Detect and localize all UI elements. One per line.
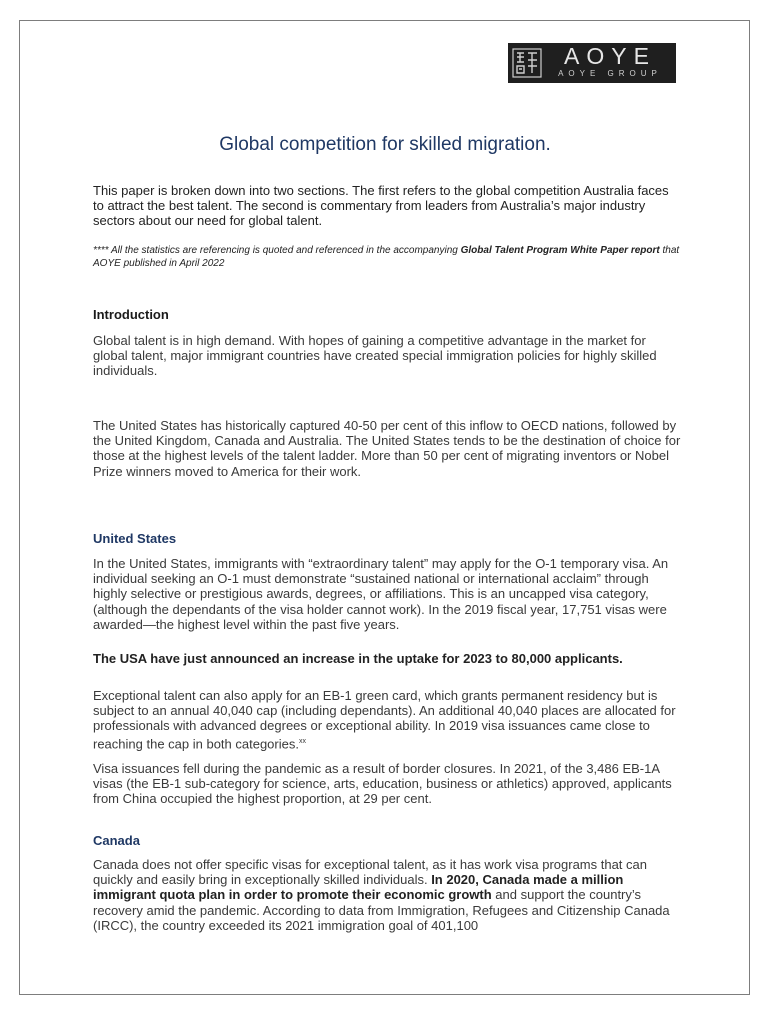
footnote-marker: xx — [298, 737, 306, 745]
logo-name: AOYE — [564, 43, 656, 69]
united-states-announcement: The USA have just announced an increase in the uptake for 2023 to 80,000 applicants. — [93, 651, 623, 666]
united-states-paragraph-1: In the United States, immigrants with “extraordinary talent” may apply for the O-1 temporary visa. An individual seeking an O-1 must demonstrate “sustained national or international acclaim” through highly selective or prestigious awards, degrees, or affiliations. This is an uncapped visa category, (although the dependants of the visa holder cannot work). In the 2019 fiscal year, 17,751 visas were awarded—the highest level within the past five years. — [93, 556, 669, 632]
united-states-paragraph-2 — [93, 688, 683, 751]
united-states-heading: United States — [93, 531, 177, 546]
canada-text-b: and support the country’s recovery amid the pandemic. According to data from Immigration, Refugees and Citizenship Canada (IRCC), the country exceeded its 2021 immigration goal of 401,100 — [93, 887, 670, 933]
introduction-paragraph-1: Global talent is in high demand. With hopes of gaining a competitive advantage in the market for global talent, major immigrant countries have created special immigration policies for highly skilled individuals. — [93, 333, 657, 379]
reference-note — [93, 244, 683, 270]
aoye-logo — [508, 43, 676, 83]
canada-heading: Canada — [93, 833, 140, 848]
intro-paragraph: This paper is broken down into two sections. The first refers to the global competition Australia faces to attract the best talent. The second is commentary from leaders from Australia’s major industry sectors about our need for global talent. — [93, 183, 669, 229]
canada-quota-highlight: In 2020, Canada made a million immigrant quota plan in order to promote their economic growth — [93, 872, 624, 903]
aoye-logo-mark-icon — [512, 48, 542, 78]
note-report-title: Global Talent Program White Paper report — [460, 245, 660, 256]
note-suffix: that AOYE published in April 2022 — [93, 245, 680, 269]
introduction-paragraph-2: The United States has historically captured 40-50 per cent of this inflow to OECD nations, followed by the United Kingdom, Canada and Australia. The United States tends to be the destination of choice for those at the highest levels of the talent ladder. More than 50 per cent of migrating inventors or Nobel Prize winners moved to America for their work. — [93, 418, 681, 479]
note-prefix: **** All the statistics are referencing is quoted and referenced in the accompanying — [93, 245, 461, 256]
eb1-text: Exceptional talent can also apply for an EB-1 green card, which grants permanent residency but is subject to an annual 40,040 cap (including dependants). An additional 40,040 places are allocated for professionals with advanced degrees or exceptional ability. In 2019 visa issuances came close to reaching the cap in both categories. — [93, 688, 676, 751]
canada-paragraph-1 — [93, 857, 683, 933]
canada-text-a: Canada does not offer specific visas for exceptional talent, as it has work visa programs that can quickly and easily bring in exceptionally skilled individuals. — [93, 857, 647, 888]
page-title: Global competition for skilled migration. — [219, 134, 551, 155]
united-states-paragraph-3: Visa issuances fell during the pandemic as a result of border closures. In 2021, of the 3,486 EB-1A visas (the EB-1 sub-category for science, arts, education, business or athletics) approved, applicants from China occupied the highest proportion, at 29 per cent. — [93, 761, 672, 807]
logo-subtitle: AOYE GROUP — [558, 69, 662, 78]
introduction-heading: Introduction — [93, 307, 169, 322]
